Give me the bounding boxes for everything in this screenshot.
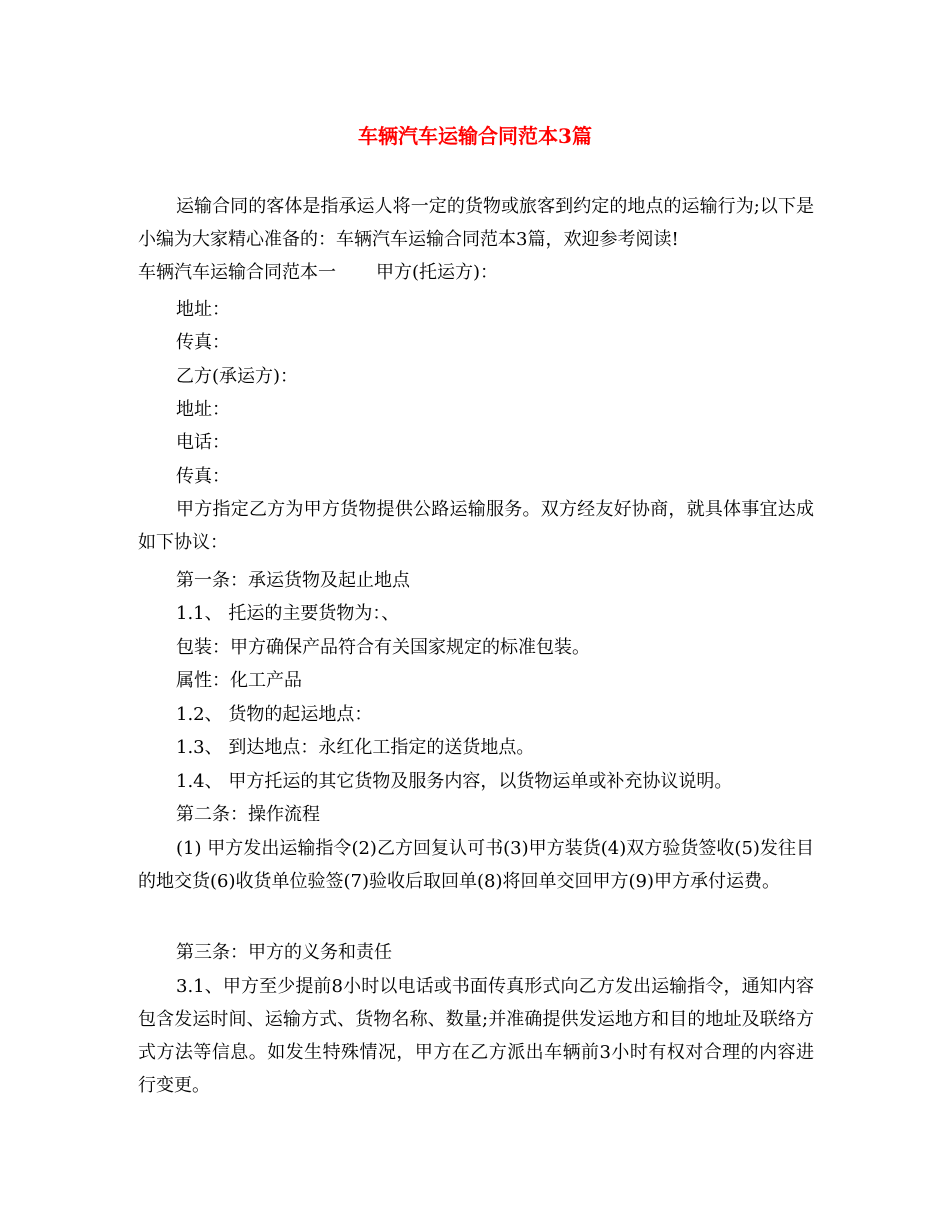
section-heading-line <box>138 256 498 289</box>
agreement-paragraph: 甲方指定乙方为甲方货物提供公路运输服务。双方经友好协商，就具体事宜达成如下协议： <box>138 499 814 553</box>
party-b-phone: 电话： <box>176 432 230 453</box>
party-b-fax: 传真： <box>176 466 230 487</box>
section-heading: 车辆汽车运输合同范本一 <box>138 262 336 283</box>
item-1-1: 1.1、 托运的主要货物为：、 <box>176 603 400 624</box>
attribute-line: 属性：化工产品 <box>176 670 302 691</box>
party-b-address: 地址： <box>176 399 230 420</box>
party-a-address: 地址： <box>176 299 230 320</box>
packaging-line: 包装：甲方确保产品符合有关国家规定的标准包装。 <box>176 637 590 658</box>
item-1-3: 1.3、 到达地点：永红化工指定的送货地点。 <box>176 737 535 758</box>
party-a-label: 甲方(托运方)： <box>376 262 499 283</box>
item-1-4: 1.4、 甲方托运的其它货物及服务内容，以货物运单或补充协议说明。 <box>176 771 733 792</box>
process-paragraph: (1) 甲方发出运输指令(2)乙方回复认可书(3)甲方装货(4)双方验货签收(5)发往目的地交货(6)收货单位验签(7)验收后取回单(8)将回单交回甲方(9)甲方承付运费。 <box>138 838 814 892</box>
party-b-label: 乙方(承运方)： <box>176 366 299 387</box>
article-3-title: 第三条：甲方的义务和责任 <box>176 942 392 963</box>
item-3-1-paragraph: 3.1、甲方至少提前8小时以电话或书面传真形式向乙方发出运输指令，通知内容包含发运时间、运输方式、货物名称、数量;并准确提供发运地方和目的地址及联络方式方法等信息。如发生特殊情况，甲方在乙方派出车辆前3小时有权对合理的内容进行变更。 <box>138 976 814 1096</box>
document-title: 车辆汽车运输合同范本3篇 <box>358 124 592 148</box>
article-2-title: 第二条：操作流程 <box>176 804 320 825</box>
item-1-2: 1.2、 货物的起运地点： <box>176 704 373 725</box>
party-a-fax: 传真： <box>176 332 230 353</box>
article-1-title: 第一条：承运货物及起止地点 <box>176 570 410 591</box>
intro-paragraph: 运输合同的客体是指承运人将一定的货物或旅客到约定的地点的运输行为;以下是小编为大家精心准备的：车辆汽车运输合同范本3篇，欢迎参考阅读! <box>138 196 814 250</box>
